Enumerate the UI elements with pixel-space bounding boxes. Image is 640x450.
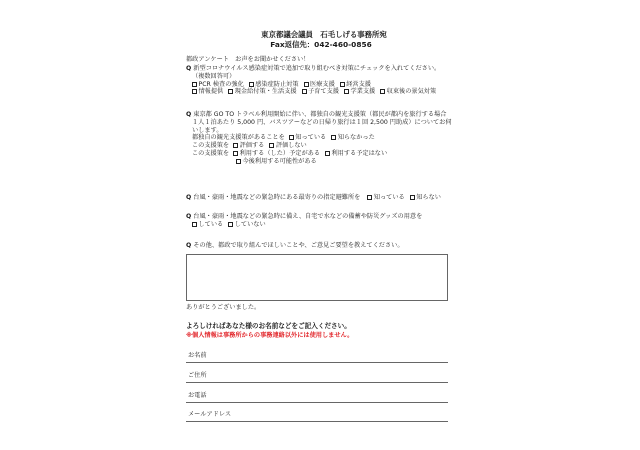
question-text-line1: 東京都 GO TO トラベル利用開始に伴い、都独自の観光支援策（都民が都内を旅行する場合 <box>193 111 447 118</box>
checkbox-didnt-know[interactable] <box>331 135 336 140</box>
requests-textarea[interactable] <box>186 254 448 301</box>
options-row-2 <box>186 88 456 96</box>
contact-title: よろしければあなた様のお名前などをご記入ください。 <box>186 322 351 330</box>
checkbox-know-site[interactable] <box>367 195 372 200</box>
question-evacuation-site <box>186 194 456 202</box>
row-label: この支援策を <box>192 142 230 149</box>
option-label: している <box>198 220 224 228</box>
option-label: 知らなかった <box>337 134 375 142</box>
question-text: 台風・豪雨・地震などの緊急時に備え、自宅で水などの備蓄や防災グッズの用意を <box>193 213 423 220</box>
checkbox-will-use[interactable] <box>233 151 238 156</box>
privacy-notice: ※個人情報は事務所からの事務連絡以外には使用しません。 <box>186 332 354 339</box>
survey-intro: 都政アンケート お声をお聞かせください！ <box>186 56 310 63</box>
checkbox-childcare[interactable] <box>302 89 307 94</box>
option-label: 子育て支援 <box>308 88 339 96</box>
option-label: 現金給付策・生活支援 <box>234 88 297 96</box>
question-text: 新型コロナウイルス感染症対策で追加で取り組むべき対策にチェックを入れてください。 <box>193 65 441 72</box>
checkbox-medical-support[interactable] <box>304 82 309 87</box>
goto-awareness-row <box>186 134 456 142</box>
option-label: 学業支援 <box>350 88 376 96</box>
checkbox-evaluate[interactable] <box>233 143 238 148</box>
question-requests <box>186 242 456 250</box>
phone-field[interactable] <box>186 392 448 403</box>
option-label: していない <box>234 220 266 228</box>
question-text-line3: いします。 <box>192 126 223 134</box>
option-label: 知らない <box>416 194 441 201</box>
row-label: この支援策を <box>192 149 230 157</box>
option-label: 収束後の景気対策 <box>386 88 437 96</box>
checkbox-cash-benefit[interactable] <box>228 89 233 94</box>
row-label: 都独自の観光支援策があることを <box>192 134 285 142</box>
option-label: PCR 検査の強化 <box>198 80 244 88</box>
option-label: 医療支援 <box>310 80 335 88</box>
checkbox-dont-know-site[interactable] <box>410 195 415 200</box>
address-field[interactable] <box>186 372 448 383</box>
header-recipient: 東京都議会議員 石毛しげる事務所宛 <box>261 30 387 39</box>
question-text-line2: １人１泊あたり 5,000 円、バスツアーなどの日帰り旅行は１回 2,500 円助成）についてお伺 <box>192 118 452 126</box>
q-mark: Q <box>186 65 192 72</box>
header-fax-number: Fax返信先：042-460-0856 <box>270 40 372 49</box>
goto-usage-row <box>186 150 456 158</box>
option-label: 今後利用する可能性がある <box>242 157 317 165</box>
goto-possibility-row <box>186 158 456 166</box>
name-field[interactable] <box>186 352 448 363</box>
thanks-text: ありがとうございました。 <box>186 304 261 311</box>
question-text: その他、都政で取り組んでほしいことや、ご意見ご要望を教えてください。 <box>193 242 404 249</box>
option-label: 知っている <box>295 134 327 142</box>
q-mark: Q <box>186 111 192 118</box>
question-note: （複数回答可） <box>192 72 236 80</box>
question-covid <box>186 65 456 96</box>
option-label: 評価する <box>239 142 265 149</box>
checkbox-business-support[interactable] <box>340 82 345 87</box>
option-label: 情報提供 <box>198 88 224 96</box>
checkbox-may-use[interactable] <box>236 159 241 164</box>
checkbox-not-prepared[interactable] <box>228 222 233 227</box>
q-mark: Q <box>186 242 192 249</box>
option-label: 知っている <box>373 194 405 201</box>
option-label: 感染症防止対策 <box>255 80 299 88</box>
question-stockpile <box>186 213 456 229</box>
q-mark: Q <box>186 213 192 220</box>
checkbox-know[interactable] <box>289 135 294 140</box>
q-mark: Q <box>186 194 192 201</box>
fax-survey-form <box>186 30 456 418</box>
option-label: 利用する予定はない <box>331 149 388 157</box>
question-goto-travel <box>186 111 456 165</box>
field-label: お名前 <box>188 352 207 359</box>
email-field[interactable] <box>186 411 448 422</box>
option-label: 経営支援 <box>346 80 371 88</box>
checkbox-prepared[interactable] <box>192 222 197 227</box>
option-label: 評価しない <box>275 142 307 149</box>
checkbox-not-evaluate[interactable] <box>269 143 274 148</box>
checkbox-education[interactable] <box>344 89 349 94</box>
checkbox-wont-use[interactable] <box>325 151 330 156</box>
checkbox-pcr[interactable] <box>192 82 197 87</box>
field-label: ご住所 <box>188 372 207 379</box>
form-header <box>186 30 456 50</box>
option-label: 利用する（した）予定がある <box>239 149 321 157</box>
checkbox-infection-prevention[interactable] <box>249 82 254 87</box>
field-label: メールアドレス <box>188 411 232 418</box>
goto-evaluation-row <box>186 142 456 150</box>
checkbox-information[interactable] <box>192 89 197 94</box>
checkbox-economy[interactable] <box>380 89 385 94</box>
field-label: お電話 <box>188 392 207 399</box>
question-text: 台風・豪雨・地震などの緊急時にある最寄りの指定避難所を <box>193 194 361 201</box>
